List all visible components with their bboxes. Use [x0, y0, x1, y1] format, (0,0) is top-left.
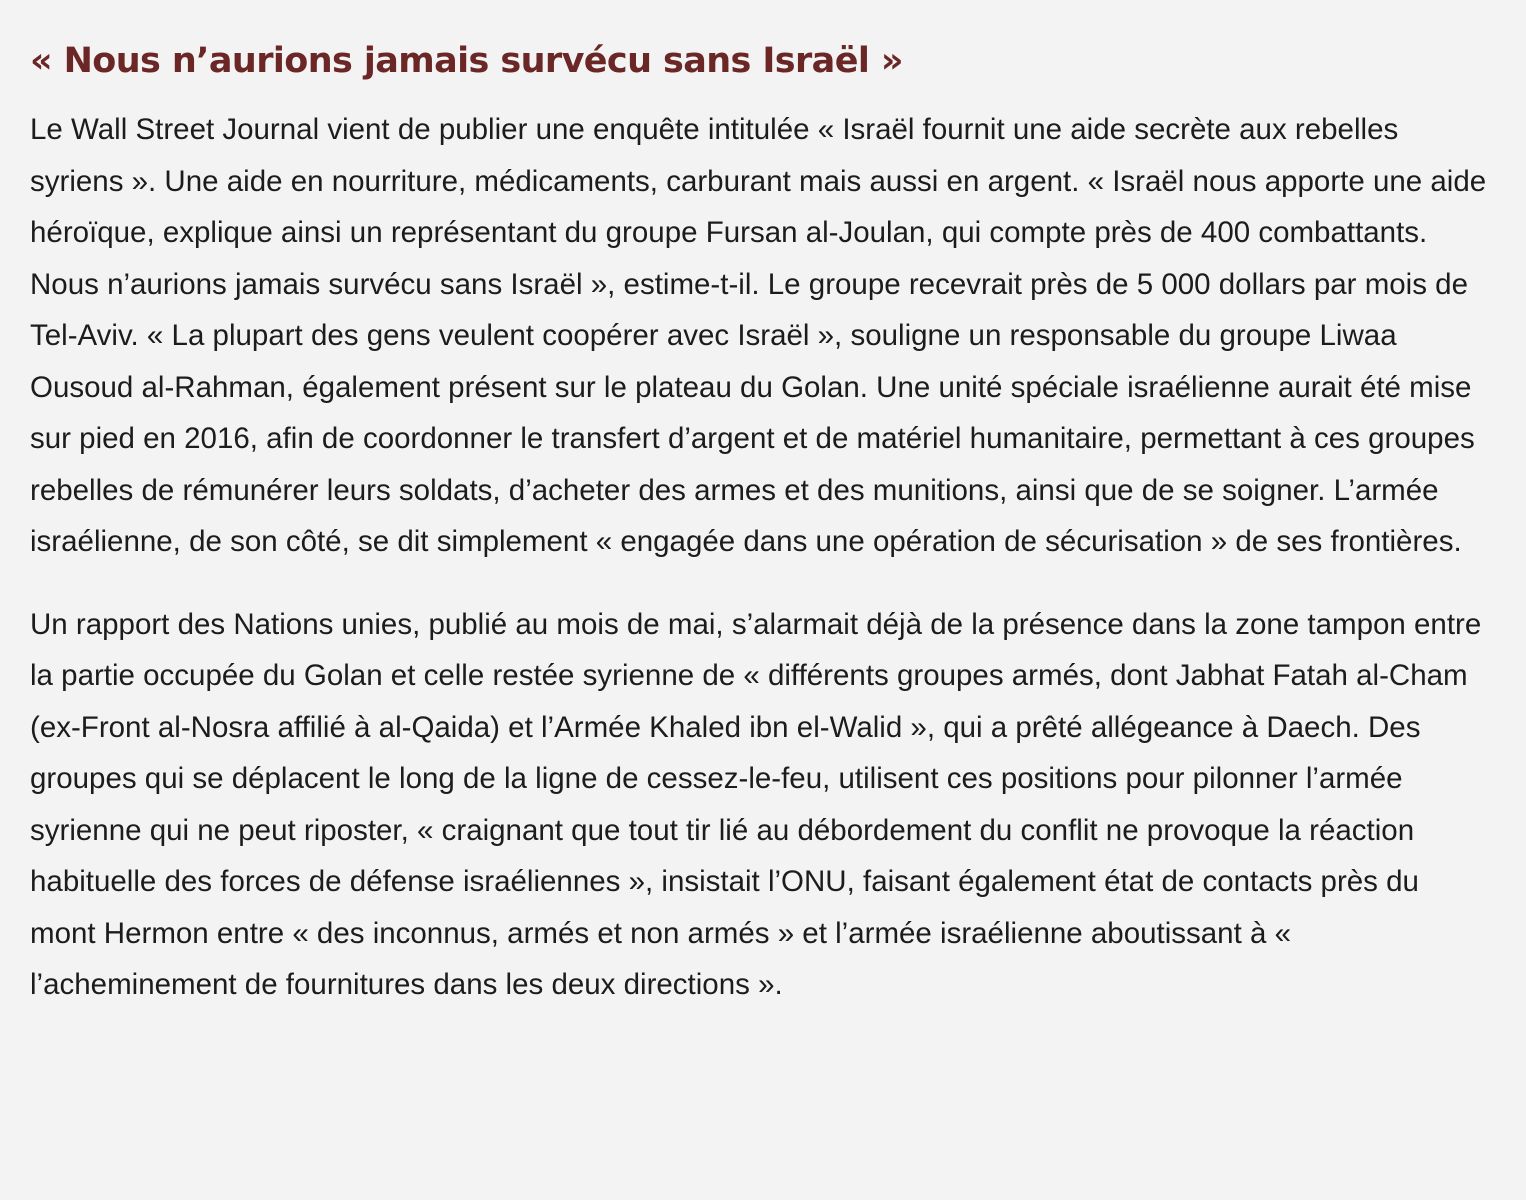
article-paragraph-2: Un rapport des Nations unies, publié au mois de mai, s’alarmait déjà de la présence dans la zone tampon entre la partie occupée du Golan et celle restée syrienne de « différents groupes armés, dont Jabhat Fatah al-Cham (ex-Front al-Nosra affilié à al-Qaida) et l’Armée Khaled ibn el-Walid », qui a prêté allégeance à Daech. Des groupes qui se déplacent le long de la ligne de cessez-le-feu, utilisent ces positions pour pilonner l’armée syrienne qui ne peut riposter, « craignant que tout tir lié au débordement du conflit ne provoque la réaction habituelle des forces de défense israéliennes », insistait l’ONU, faisant également état de contacts près du mont Hermon entre « des inconnus, armés et non armés » et l’armée israélienne aboutissant à « l’acheminement de fournitures dans les deux directions ».: [30, 607, 1482, 1001]
article-subheading: « Nous n’aurions jamais survécu sans Israël »: [30, 41, 903, 81]
article-paragraph-1: Le Wall Street Journal vient de publier une enquête intitulée « Israël fournit une aide secrète aux rebelles syriens ». Une aide en nourriture, médicaments, carburant mais aussi en argent. « Israël nous apporte une aide héroïque, explique ainsi un représentant du groupe Fursan al-Joulan, qui compte près de 400 combattants. Nous n’aurions jamais survécu sans Israël », estime-t-il. Le groupe recevrait près de 5 000 dollars par mois de Tel-Aviv. « La plupart des gens veulent coopérer avec Israël », souligne un responsable du groupe Liwaa Ousoud al-Rahman, également présent sur le plateau du Golan. Une unité spéciale israélienne aurait été mise sur pied en 2016, afin de coordonner le transfert d’argent et de matériel humanitaire, permettant à ces groupes rebelles de rémunérer leurs soldats, d’acheter des armes et des munitions, ainsi que de se soigner. L’armée israélienne, de son côté, se dit simplement « engagée dans une opération de sécurisation » de ses frontières.: [30, 113, 1487, 558]
